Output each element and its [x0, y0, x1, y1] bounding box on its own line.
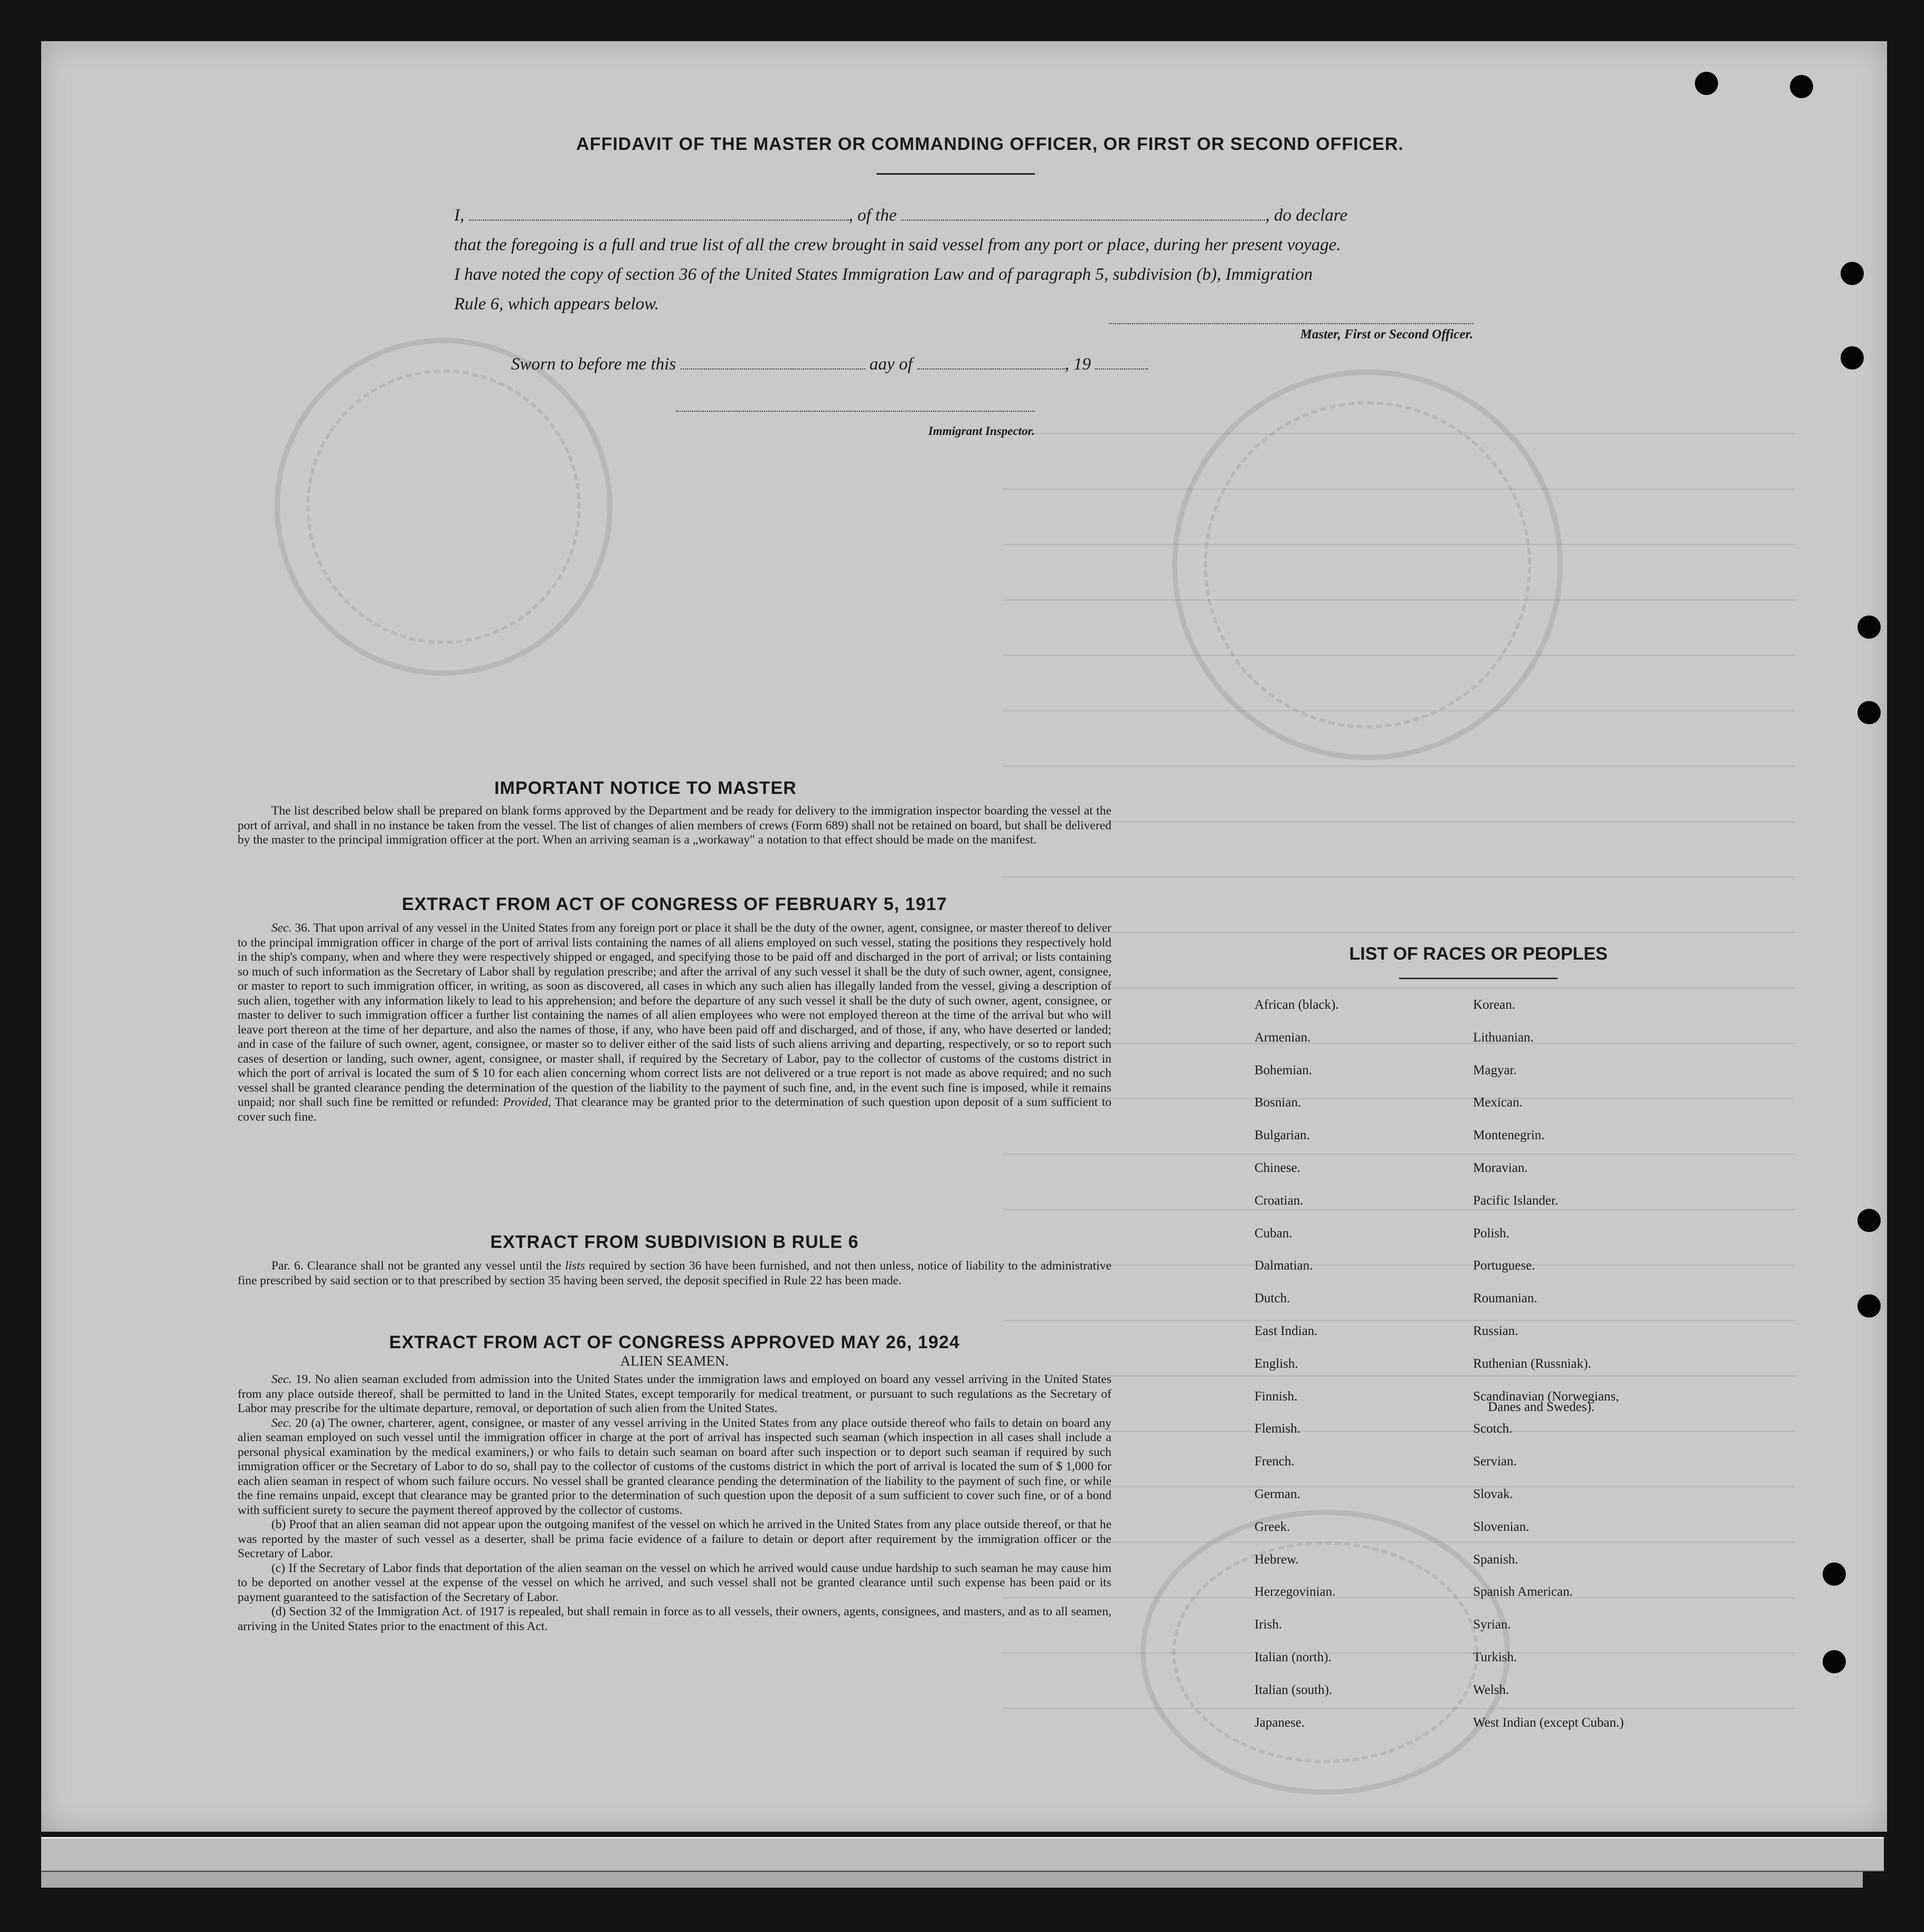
punch-hole — [1841, 346, 1864, 370]
page-edge — [41, 1837, 1884, 1871]
race-item: Russian. — [1473, 1324, 1519, 1338]
race-item: Dutch. — [1255, 1291, 1290, 1306]
punch-hole — [1790, 75, 1813, 98]
race-item: Bosnian. — [1255, 1095, 1301, 1110]
affidavit-line-1 — [454, 201, 1473, 230]
bleed-through-row — [1003, 1264, 1795, 1266]
bleed-through-row — [1003, 1375, 1795, 1377]
rule-6-text-a: Par. 6. Clearance shall not be granted any vessel until the — [271, 1259, 561, 1273]
affidavit-declare: , do declare — [1265, 206, 1347, 225]
race-item: Flemish. — [1255, 1422, 1300, 1436]
bleed-through-row — [1003, 1486, 1795, 1488]
bleed-through-row — [1003, 932, 1795, 933]
race-item: Turkish. — [1473, 1650, 1517, 1664]
race-item: Scotch. — [1473, 1422, 1513, 1436]
bleed-through-row — [1003, 599, 1795, 601]
name-field[interactable] — [469, 204, 849, 221]
race-item: Bulgarian. — [1255, 1128, 1310, 1143]
race-item: Spanish. — [1473, 1552, 1519, 1567]
affidavit-of-the: , of the — [848, 206, 897, 225]
sec-20a-text: 20 (a) The owner, charterer, agent, consignee, or master of any vessel arriving in the United States from any place outside thereof who fails to detain on board any alien seaman employed on such vessel until the immigration officer in charge at the port of arrival has inspected such seaman (which inspection in all cases shall include a personal physical examination by the medical examiners,) or who fails to detain such seaman on board after such inspection or to deport such seaman if required by such immigration officer or the Secretary of Labor to do so, shall pay to the collector of customs of the customs district in which the port of arrival is located the sum of $ 1,000 for each alien seaman in respect of whom such failure occurs. No vessel shall be granted clearance pending the determination of the liability to the payment of such fine, or while the fine remains unpaid, except that clearance may be granted prior to the determination of such question upon the deposit of a sum sufficient to cover such fine, or of a bond with sufficient surety to secure the payment thereof approved by the collector of customs. — [238, 1416, 1112, 1517]
sworn-line — [511, 353, 1148, 374]
race-item: Mexican. — [1473, 1095, 1523, 1110]
race-item: Montenegrin. — [1473, 1128, 1545, 1143]
extract-1924-subtitle: ALIEN SEAMEN. — [620, 1353, 729, 1369]
sec-19-text: 19. No alien seaman excluded from admission into the United States under the immigration laws and employed on board any vessel arriving in the United States from any place outside thereof, shall be permitted to land in the United States, except temporarily for medical treatment, or pursuant to such regulations as the Secretary of Labor may prescribe for the ultimate departure, removal, or deportation of such alien from the United States. — [238, 1372, 1112, 1415]
race-item: Portuguese. — [1473, 1258, 1535, 1273]
race-item: Irish. — [1255, 1617, 1282, 1632]
bleed-through-row — [1003, 488, 1795, 490]
race-item: Italian (south). — [1255, 1682, 1333, 1697]
bleed-through-row — [1003, 1098, 1795, 1100]
rule-6-body — [238, 1259, 1111, 1288]
punch-hole — [1695, 72, 1718, 95]
race-item: African (black). — [1255, 998, 1339, 1012]
page-edge-shadow — [41, 1872, 1863, 1888]
inspector-signature-line[interactable] — [676, 411, 1035, 412]
bleed-through-row — [1003, 433, 1795, 434]
extract-1917-body — [238, 921, 1111, 1124]
bleed-through-stamp — [275, 338, 612, 676]
race-item: Cuban. — [1255, 1226, 1293, 1240]
sec-20c-body: (c) If the Secretary of Labor finds that deportation of the alien seaman on the vessel on which he arrived would cause undue hardship to such seaman he may cause him to be deported on another vessel at the expense of the vessel on which he arrived, and such vessel shall not be granted clearance until such expense has been paid or its payment guaranteed to the satisfaction of the Secretary of Labor. — [238, 1561, 1111, 1604]
provided-label: Provided, — [503, 1095, 551, 1109]
punch-hole — [1857, 701, 1881, 724]
races-title-rule — [1399, 978, 1558, 979]
race-item: East Indian. — [1255, 1324, 1318, 1338]
sec-20-label: Sec. — [271, 1416, 292, 1430]
race-item: Slovenian. — [1473, 1519, 1530, 1534]
race-item: Finnish. — [1255, 1389, 1298, 1404]
punch-hole — [1857, 1209, 1881, 1232]
bleed-through-row — [1003, 1043, 1795, 1044]
bleed-through-row — [1003, 1652, 1795, 1654]
affidavit-title: AFFIDAVIT OF THE MASTER OR COMMANDING OFFICER, OR FIRST OR SECOND OFFICER. — [576, 134, 1404, 154]
race-item: Herzegovinian. — [1255, 1585, 1336, 1599]
inspector-signature-block — [676, 411, 1035, 438]
race-item: Slovak. — [1473, 1487, 1513, 1501]
race-item: Moravian. — [1473, 1161, 1528, 1175]
bleed-through-row — [1003, 1209, 1795, 1210]
bleed-through-row — [1003, 1708, 1795, 1709]
affidavit-line-3: I have noted the copy of section 36 of the United States Immigration Law and of paragraph 5, subdivision (b), Immigration — [454, 265, 1313, 284]
race-item: Greek. — [1255, 1519, 1290, 1534]
bleed-through-row — [1003, 655, 1795, 656]
race-item: Ruthenian (Russniak). — [1473, 1356, 1591, 1371]
bleed-through-row — [1003, 765, 1795, 767]
race-item: Armenian. — [1255, 1030, 1311, 1045]
race-item: Polish. — [1473, 1226, 1510, 1240]
punch-hole — [1823, 1562, 1846, 1586]
race-item: Dalmatian. — [1255, 1258, 1313, 1273]
punch-hole — [1857, 615, 1881, 639]
race-item: Bohemian. — [1255, 1063, 1313, 1077]
race-item: Japanese. — [1255, 1715, 1305, 1730]
race-item: Lithuanian. — [1473, 1030, 1534, 1045]
race-item: Syrian. — [1473, 1617, 1511, 1632]
sworn-day-field[interactable] — [681, 353, 865, 370]
notice-section — [238, 778, 1111, 848]
sworn-day-label: aay of — [869, 355, 913, 374]
affidavit-body — [454, 201, 1473, 319]
extract-1924-title: EXTRACT FROM ACT OF CONGRESS APPROVED MAY 26, 1924 — [389, 1332, 960, 1352]
vessel-field[interactable] — [901, 204, 1265, 221]
sworn-year-label: , 19 — [1064, 355, 1091, 374]
rule-6-text-b: required by section 36 have been furnished, and not then unless, notice of liability to the administrative fine prescribed by said section or to that prescribed by section 35 having been served, the deposit specified in Rule 22 has been made. — [238, 1259, 1112, 1287]
affidavit-line-4: Rule 6, which appears below. — [454, 295, 659, 314]
sec-36-proviso: That clearance may be granted prior to the determination of such question upon deposit of a sum sufficient to cover such fine. — [238, 1095, 1111, 1124]
bleed-through-stamp — [1172, 370, 1563, 760]
races-title: LIST OF RACES OR PEOPLES — [1349, 944, 1608, 964]
rule-6-section — [238, 1232, 1111, 1288]
race-item: Roumanian. — [1473, 1291, 1538, 1306]
bleed-through-row — [1003, 1320, 1795, 1321]
sworn-prefix: Sworn to before me this — [511, 355, 676, 374]
bleed-through-row — [1003, 544, 1795, 545]
race-item: West Indian (except Cuban.) — [1473, 1715, 1624, 1730]
race-item: Italian (north). — [1255, 1650, 1332, 1664]
race-item: Spanish American. — [1473, 1585, 1573, 1599]
extract-1924-section — [238, 1332, 1111, 1634]
punch-hole — [1857, 1294, 1881, 1318]
sec-36-text: 36. That upon arrival of any vessel in the United States from any foreign port or place it shall be the duty of the owner, agent, consignee, or master thereof to deliver to the principal immigration officer in charge of the port of arrival lists containing the names of all aliens employed on such vessel, stating the positions they respectively hold in the ship's company, when and where they were respectively shipped or engaged, and specifying those to be paid off and discharged in the port of arrival; or lists containing so much of such information as the Secretary of Labor shall by regulation prescribe; and after the arrival of any such vessel it shall be the duty of such owner, agent, consignee, or master to report to such immigration officer, in writing, as soon as discovered, all cases in which any such alien has illegally landed from the vessel, giving a description of such alien, together with any information likely to lead to his apprehension; and before the departure of any such vessel it shall be the duty of such owner, agent, consignee, or master to deliver to such immigration officer a further list containing the names of all alien employees who were not employed thereon at the time of the arrival but who will leave port thereon at the time of her departure, and also the names of those, if any, who have been paid off and discharged, and of those, if any, who have deserted or landed; and in case of the failure of such owner, agent, consignee, or master so to deliver either of the said lists of such aliens arriving and departing, respectively, or so to report such cases of desertion or landing, such owner, agent, consignee, or master shall, if required by the Secretary of Labor, pay to the collector of customs of the customs district in which the port of arrival is located the sum of $ 10 for each alien concerning whom correct lists are not delivered or a true report is not made as above required; and no such vessel shall be granted clearance pending the determination of the question of the liability to the payment of such fine, and, in the event such fine is imposed, while it remains unpaid; nor shall such fine be remitted or refunded: — [238, 921, 1111, 1109]
rule-6-title: EXTRACT FROM SUBDIVISION B RULE 6 — [490, 1232, 859, 1252]
bleed-through-row — [1003, 821, 1795, 822]
notice-title: IMPORTANT NOTICE TO MASTER — [494, 778, 797, 798]
bleed-through-row — [1003, 876, 1795, 878]
sec-label: Sec. — [271, 921, 292, 935]
master-signature-label: Master, First or Second Officer. — [1300, 327, 1473, 342]
bleed-through-row — [1003, 1597, 1795, 1598]
title-rule — [876, 173, 1035, 175]
bleed-through-row — [1003, 710, 1795, 712]
race-scandinavian-continuation: Danes and Swedes). — [1488, 1400, 1595, 1414]
affidavit-i: I, — [454, 206, 465, 225]
rule-6-lists: lists — [565, 1259, 586, 1273]
bleed-through-row — [1003, 1541, 1795, 1543]
punch-hole — [1823, 1650, 1846, 1673]
sworn-year-field[interactable] — [1095, 353, 1148, 370]
master-signature-line[interactable] — [1109, 323, 1473, 324]
sec-20d-body: (d) Section 32 of the Immigration Act. of 1917 is repealed, but shall remain in force as to all vessels, their owners, agents, consignees, and masters, and as to all seamen, arriving in the United States prior to the enactment of this Act. — [238, 1605, 1111, 1633]
punch-hole — [1841, 262, 1864, 285]
race-item: Korean. — [1473, 998, 1515, 1012]
race-item: German. — [1255, 1487, 1300, 1501]
race-item: Servian. — [1473, 1454, 1517, 1469]
race-item: Scandinavian (Norwegians, — [1473, 1389, 1619, 1404]
sworn-month-field[interactable] — [917, 353, 1065, 370]
race-item: French. — [1255, 1454, 1295, 1469]
master-signature-block — [1109, 323, 1473, 342]
sec-20b-body: (b) Proof that an alien seaman did not appear upon the outgoing manifest of the vessel on which he arrived in the United States from any place outside thereof, or that he was reported by the master of such vessel as a deserter, shall be prima facie evidence of a failure to detain or deport after requirement by the immigration officer or the Secretary of Labor. — [238, 1518, 1111, 1560]
bleed-through-row — [1003, 987, 1795, 989]
race-item: Pacific Islander. — [1473, 1193, 1559, 1208]
sec-20a-body — [238, 1416, 1111, 1518]
race-item: Chinese. — [1255, 1161, 1300, 1175]
bleed-through-row — [1003, 1153, 1795, 1155]
notice-body: The list described below shall be prepared on blank forms approved by the Department and be ready for delivery to the immigration inspector boarding the vessel at the port of arrival, and shall in no instance be taken from the vessel. The list of changes of alien members of crews (Form 689) shall not be retained on board, but shall be delivered by the master to the principal immigration officer at the port. When an arriving seaman is a „workaway" a notation to that effect should be made on the manifest. — [238, 804, 1111, 847]
race-item: Croatian. — [1255, 1193, 1304, 1208]
sec-19-label: Sec. — [271, 1372, 292, 1386]
bleed-through-row — [1003, 1431, 1795, 1432]
affidavit-line-2: that the foregoing is a full and true list of all the crew brought in said vessel from any port or place, during her present voyage. — [454, 235, 1341, 254]
race-item: Hebrew. — [1255, 1552, 1299, 1567]
extract-1917-section — [238, 894, 1111, 1124]
extract-1917-title: EXTRACT FROM ACT OF CONGRESS OF FEBRUARY 5, 1917 — [402, 894, 947, 914]
inspector-label: Immigrant Inspector. — [928, 424, 1035, 438]
sec-19-body — [238, 1372, 1111, 1416]
race-item: English. — [1255, 1356, 1298, 1371]
race-item: Magyar. — [1473, 1063, 1517, 1077]
race-item: Welsh. — [1473, 1682, 1510, 1697]
